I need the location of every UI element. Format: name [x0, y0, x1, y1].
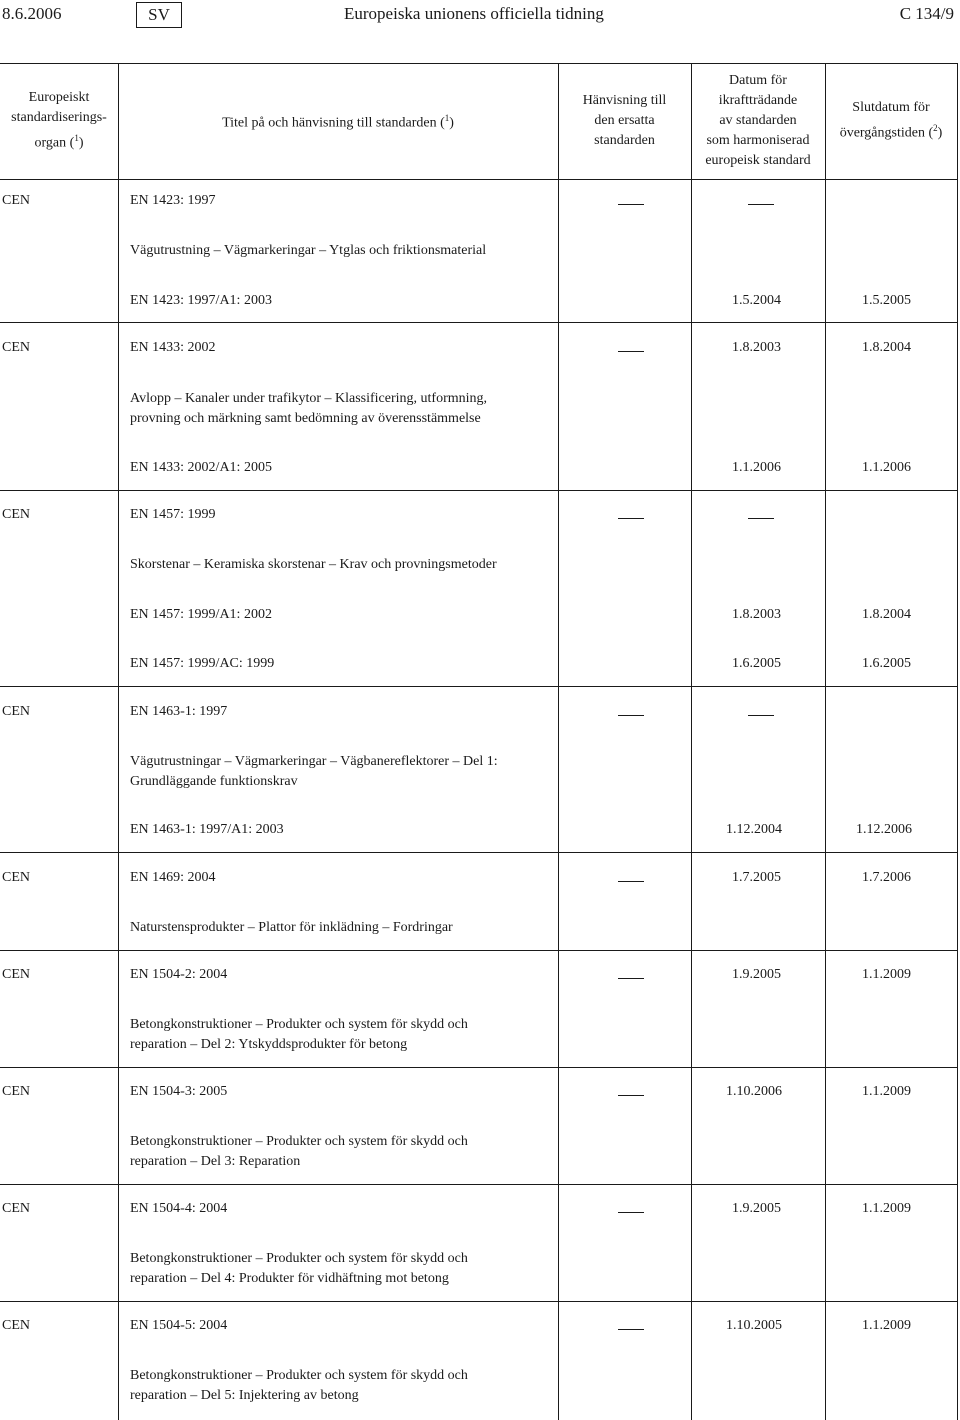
standards-table [0, 63, 958, 1420]
row-rule [0, 322, 958, 323]
column-rule [825, 63, 826, 1420]
page-number: C 134/9 [899, 4, 954, 23]
amendment-date2: 1.8.2004 [862, 607, 911, 622]
column-rule [558, 63, 559, 1420]
org-cell: CEN [2, 340, 30, 355]
amendment-date1: 1.5.2004 [732, 293, 781, 308]
amendment-date2: 1.12.2006 [856, 822, 912, 837]
standard-ref: EN 1504-3: 2005 [130, 1084, 228, 1099]
empty-dash [748, 518, 774, 519]
standard-title: Skorstenar – Keramiska skorstenar – Krav och provningsmetoder [130, 557, 497, 572]
amendment-ref: EN 1423: 1997/A1: 2003 [130, 293, 272, 308]
date-effect: 1.10.2005 [726, 1318, 782, 1333]
header-date: 8.6.2006 [2, 4, 62, 23]
empty-dash [748, 715, 774, 716]
date-cessation: 1.7.2006 [862, 870, 911, 885]
standard-title: Betongkonstruktioner – Produkter och system för skydd och reparation – Del 4: Produkter för vidhäftning mot betong [130, 1251, 468, 1286]
standard-title: Vägutrustningar – Vägmarkeringar – Vägbanereflektorer – Del 1: Grundläggande funktionskrav [130, 754, 498, 789]
empty-dash [748, 204, 774, 205]
row-rule [0, 1067, 958, 1068]
standard-ref: EN 1433: 2002 [130, 340, 216, 355]
date-effect: 1.7.2005 [732, 870, 781, 885]
date-cessation: 1.1.2009 [862, 967, 911, 982]
amendment-ref: EN 1457: 1999/AC: 1999 [130, 656, 275, 671]
org-cell: CEN [2, 704, 30, 719]
empty-dash [618, 1095, 644, 1096]
empty-dash [618, 1329, 644, 1330]
amendment-ref: EN 1433: 2002/A1: 2005 [130, 460, 272, 475]
org-cell: CEN [2, 967, 30, 982]
date-effect: 1.9.2005 [732, 967, 781, 982]
standard-ref: EN 1463-1: 1997 [130, 704, 228, 719]
standard-title: Betongkonstruktioner – Produkter och system för skydd och reparation – Del 3: Reparation [130, 1134, 468, 1169]
row-rule [0, 950, 958, 951]
date-cessation: 1.1.2009 [862, 1084, 911, 1099]
empty-dash [618, 204, 644, 205]
amendment-date1: 1.6.2005 [732, 656, 781, 671]
org-cell: CEN [2, 193, 30, 208]
standard-ref: EN 1504-5: 2004 [130, 1318, 228, 1333]
empty-dash [618, 351, 644, 352]
col-header-date1: Datum för ikraftträdande av standarden som harmoniserad europeisk standard [705, 73, 811, 168]
standard-title: Avlopp – Kanaler under trafikytor – Klassificering, utformning, provning och märkning samt bedömning av överensstämmelse [130, 391, 488, 426]
row-rule [0, 686, 958, 687]
col-header-ref: Hänvisning till den ersatta standarden [582, 93, 667, 148]
amendment-date1: 1.1.2006 [732, 460, 781, 475]
column-rule [691, 63, 692, 1420]
org-cell: CEN [2, 1201, 30, 1216]
amendment-date2: 1.6.2005 [862, 656, 911, 671]
col-header-title: Titel på och hänvisning till standarden ($^1$) [222, 113, 454, 131]
amendment-date2: 1.1.2006 [862, 460, 911, 475]
date-effect: 1.8.2003 [732, 340, 781, 355]
date-effect: 1.10.2006 [726, 1084, 782, 1099]
org-cell: CEN [2, 1084, 30, 1099]
col-header-org: Europeiskt standardiserings- organ ($^1$) [11, 90, 107, 151]
standard-ref: EN 1469: 2004 [130, 870, 216, 885]
empty-dash [618, 1212, 644, 1213]
column-rule [957, 63, 958, 1420]
amendment-ref: EN 1457: 1999/A1: 2002 [130, 607, 272, 622]
empty-dash [618, 881, 644, 882]
row-rule [0, 179, 958, 180]
standard-title: Betongkonstruktioner – Produkter och system för skydd och reparation – Del 2: Ytskyddsprodukter för betong [130, 1017, 468, 1052]
org-cell: CEN [2, 1318, 30, 1333]
date-cessation: 1.1.2009 [862, 1201, 911, 1216]
row-rule [0, 852, 958, 853]
date-cessation: 1.8.2004 [862, 340, 911, 355]
amendment-ref: EN 1463-1: 1997/A1: 2003 [130, 822, 284, 837]
date-effect: 1.9.2005 [732, 1201, 781, 1216]
empty-dash [618, 518, 644, 519]
standard-ref: EN 1504-2: 2004 [130, 967, 228, 982]
col-header-date2: Slutdatum för övergångstiden ($^2$) [839, 100, 943, 141]
standard-title: Vägutrustning – Vägmarkeringar – Ytglas och friktionsmaterial [130, 243, 487, 258]
column-rule [118, 63, 119, 1420]
amendment-date2: 1.5.2005 [862, 293, 911, 308]
amendment-date1: 1.12.2004 [726, 822, 782, 837]
org-cell: CEN [2, 870, 30, 885]
standard-ref: EN 1457: 1999 [130, 507, 216, 522]
amendment-date1: 1.8.2003 [732, 607, 781, 622]
standard-title: Naturstensprodukter – Plattor för inklädning – Fordringar [130, 920, 453, 935]
empty-dash [618, 715, 644, 716]
empty-dash [618, 978, 644, 979]
date-cessation: 1.1.2009 [862, 1318, 911, 1333]
org-cell: CEN [2, 507, 30, 522]
page-header [0, 0, 960, 30]
row-rule [0, 1184, 958, 1185]
standard-ref: EN 1423: 1997 [130, 193, 216, 208]
row-rule [0, 490, 958, 491]
row-rule [0, 1301, 958, 1302]
journal-title: Europeiska unionens officiella tidning [344, 4, 604, 23]
language-box: SV [136, 2, 182, 28]
standard-title: Betongkonstruktioner – Produkter och system för skydd och reparation – Del 5: Injektering av betong [130, 1368, 468, 1403]
standard-ref: EN 1504-4: 2004 [130, 1201, 228, 1216]
